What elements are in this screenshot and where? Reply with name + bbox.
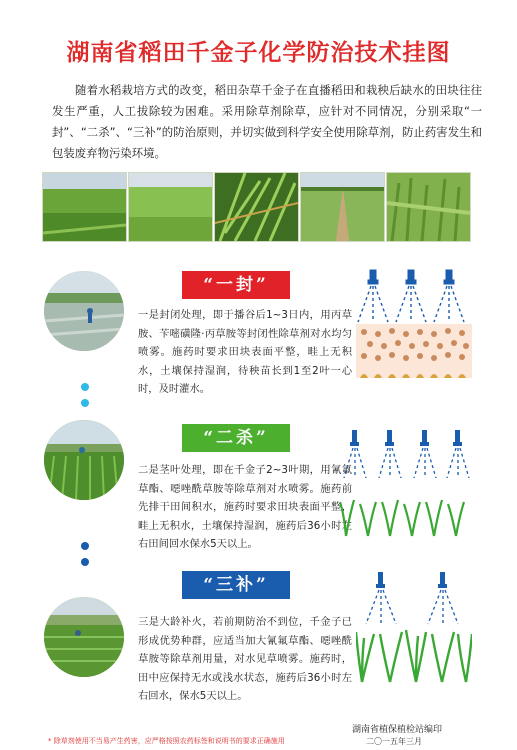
banner-san-bu: “三补”: [182, 571, 290, 599]
field-photo-4: [300, 172, 385, 242]
section-1-text: 一是封闭处理，即于播谷后1~3日内，用丙草胺、苄嘧磺隆·丙草胺等封闭性除草剂对水均匀喷雾。施药时要求田块表面平整，畦上无积水，土壤保持湿润，待秧苗长到1至2叶一心时，及时灌水。: [138, 309, 352, 396]
divider-dot: [81, 542, 89, 550]
intro-paragraph: 随着水稻栽培方式的改变，稻田杂草千金子在直播稻田和栽秧后缺水的田块往往发生严重，人工拔除较为困难。采用除草剂除草，应针对不同情况，分别采取“一封”、“二杀”、“三补”的防治原则，并切实做到科学安全使用除草剂，防止药害发生和包装废弃物污染环境。: [52, 83, 482, 160]
banner-yi-feng: “一封”: [182, 271, 290, 299]
banner-er-sha: “二杀”: [182, 424, 290, 452]
foliar-spray-seedlings-icon: [340, 424, 472, 540]
field-photo-5: [386, 172, 471, 242]
field-photo-2: [128, 172, 213, 242]
divider-dot: [81, 383, 89, 391]
page-title: 湖南省稻田千金子化学防治技术挂图: [66, 40, 451, 66]
photo-sowing-field: [44, 271, 124, 351]
field-photo-3: [214, 172, 299, 242]
divider-dot: [81, 558, 89, 566]
photo-grown-field: [44, 597, 124, 677]
section-2-text: 二是茎叶处理，即在千金子2~3叶期，用氰氟草酯、噁唑酰草胺等除草剂对水喷雾。施药前先排干田间积水，施药时要求田块表面平整，畦上无积水，土壤保持湿润，施药后36小时左右田间回水保水5天以上。: [138, 464, 352, 551]
publisher-credit: 湖南省植保植检站编印: [352, 725, 443, 735]
publish-date: 二〇一五年三月: [366, 737, 422, 746]
divider-dot: [81, 399, 89, 407]
supplemental-spray-weeds-icon: [356, 568, 472, 686]
field-photo-1: [42, 172, 127, 242]
section-3-text: 三是大龄补火，若前期防治不到位，千金子已形成优势种群，应适当加大氰氟草酯、噁唑酰草胺等除草剂用量，对水见草喷雾。施药时，田中应保持无水或浅水状态，施药后36小时左右回水，保水5天以上。: [138, 616, 352, 703]
footnote: * 除草剂使用不当易产生药害，应严格按照农药标签和说明书的要求正确施用: [48, 737, 285, 745]
sealing-spray-soil-icon: [356, 262, 472, 390]
photo-seedling-field: [44, 420, 124, 500]
